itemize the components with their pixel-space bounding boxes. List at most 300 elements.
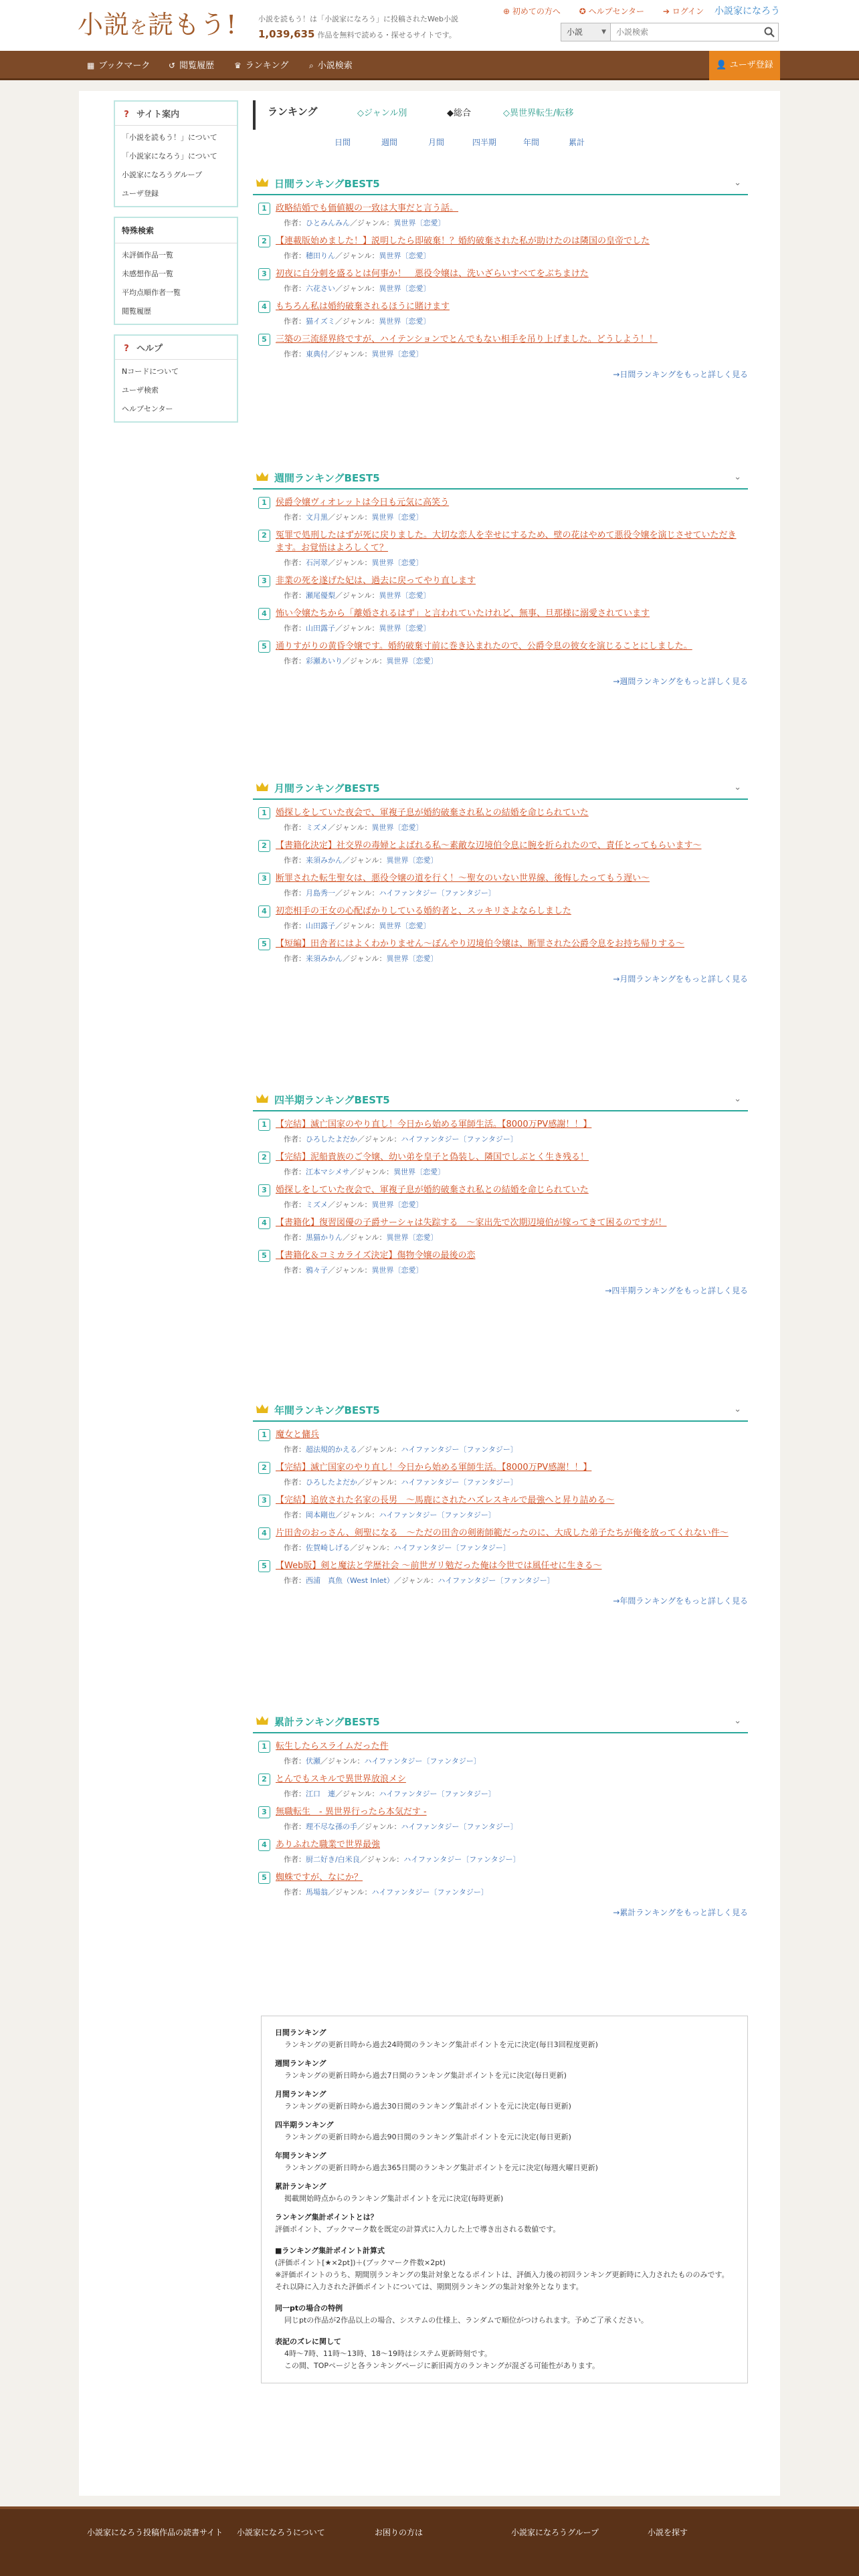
notes-list — [275, 2027, 734, 2205]
novel-title-link[interactable]: 断罪された転生聖女は、悪役令嬢の道を行く！～聖女のいない世界線、後悔したってもう遅い～ — [276, 873, 650, 883]
note-body: 4時〜7時、11時〜13時、18〜19時はシステム更新時刻です。 — [284, 2349, 492, 2358]
novel-title-link[interactable]: 怖い令嬢たちから「離婚されるはず」と言われていたけれど、無事、旦那様に溺愛されています — [276, 609, 650, 619]
nav-bookmark[interactable] — [87, 51, 150, 80]
genre-name[interactable]: 異世界〔恋愛〕 — [371, 513, 423, 522]
genre-name[interactable]: 異世界〔恋愛〕 — [371, 558, 423, 567]
main-nav — [0, 51, 859, 80]
sidebar-item-ncode[interactable]: Nコードについて — [122, 367, 179, 376]
novel-title-link[interactable]: とんでもスキルで異世界放浪メシ — [276, 1774, 406, 1784]
ranking-section — [253, 1709, 748, 1918]
genre-name[interactable]: 異世界〔恋愛〕 — [379, 591, 431, 600]
novel-title-link[interactable]: 侯爵令嬢ヴィオレットは今日も元気に高笑う — [276, 498, 450, 508]
genre-label: ／ジャンル： — [328, 513, 372, 522]
genre-label: ／ジャンル： — [335, 889, 379, 897]
note-body: それ以降に入力された評価ポイントについては、期間別ランキングの集計対象外となります。 — [275, 2282, 583, 2291]
genre-name[interactable]: ハイファンタジー〔ファンタジー〕 — [364, 1757, 481, 1765]
chevron-down-icon[interactable]: ⌄ — [734, 1716, 741, 1726]
author-label: 作者： — [284, 350, 306, 358]
question-icon: ? — [124, 344, 129, 354]
author-label: 作者： — [284, 1233, 306, 1242]
help-center-label: ヘルプセンター — [588, 7, 644, 16]
crown-icon — [256, 177, 269, 189]
rank-number: 3 — [258, 575, 270, 587]
genre-label: ／ジャンル： — [335, 624, 379, 633]
author-label: 作者： — [284, 1757, 306, 1765]
login-link[interactable]: ➔ ログイン — [662, 7, 704, 16]
genre-name[interactable]: 異世界〔恋愛〕 — [386, 954, 438, 963]
genre-label: ／ジャンル： — [343, 856, 387, 865]
section-header[interactable] — [253, 1709, 748, 1733]
novel-title-link[interactable]: 【短編】田舎者にはよくわかりません～ぼんやり辺境伯令嬢は、断罪された公爵令息をお持ち帰りする～ — [276, 939, 685, 949]
author-name[interactable]: ミズメ — [306, 1200, 328, 1209]
rank-number: 4 — [258, 608, 270, 620]
genre-name[interactable]: 異世界〔恋愛〕 — [386, 657, 438, 665]
author-label: 作者： — [284, 624, 306, 633]
novel-meta — [284, 953, 748, 964]
ranking-item — [258, 1461, 748, 1487]
chevron-down-icon[interactable]: ⌄ — [734, 472, 741, 482]
author-name[interactable]: 伏瀬 — [306, 1757, 320, 1765]
novel-title-link[interactable]: 通りすがりの黄昏令嬢です。婚約破棄寸前に巻き込まれたので、公爵令息の彼女を演じることにしました。 — [276, 641, 692, 651]
crown-icon — [256, 1715, 269, 1727]
genre-name[interactable]: ハイファンタジー〔ファンタジー〕 — [379, 1511, 496, 1519]
tab-quarterly[interactable]: 四半期 — [472, 138, 497, 147]
login-label: ログイン — [672, 7, 704, 16]
ranking-item — [258, 1806, 748, 1832]
author-label: 作者： — [284, 284, 306, 293]
novel-meta — [284, 1134, 748, 1144]
tab-cumulative[interactable]: 累計 — [569, 138, 585, 147]
author-name[interactable]: ミズメ — [306, 823, 328, 832]
novel-title-link[interactable]: 転生したらスライムだった件 — [276, 1741, 389, 1751]
beginner-link[interactable]: ⊕ 初めての方へ — [503, 7, 561, 16]
ranking-notes — [261, 2016, 748, 2383]
novel-title-link[interactable]: 【完結】滅亡国家のやり直し！今日から始める軍師生活。【8000万PV感謝！！】 — [276, 1463, 592, 1473]
logo-small: を — [130, 18, 149, 38]
register-button[interactable] — [709, 51, 780, 80]
author-name[interactable]: 鴉々子 — [306, 1266, 328, 1275]
genre-name[interactable]: ハイファンタジー〔ファンタジー〕 — [403, 1855, 520, 1864]
footer-link-reading-site[interactable]: 小説家になろう投稿作品の読書サイト — [87, 2528, 223, 2537]
novel-meta — [284, 1444, 748, 1455]
genre-label: ／ジャンル： — [328, 1266, 372, 1275]
chevron-down-icon[interactable]: ⌄ — [734, 1094, 741, 1104]
author-label: 作者： — [284, 1445, 306, 1454]
rank-number: 1 — [258, 1429, 270, 1441]
novel-title-link[interactable]: 【連載版始めました！】説明したら即破棄！？婚約破棄された私が助けたのは隣国の皇帝でした — [276, 236, 650, 246]
rank-number: 3 — [258, 1495, 270, 1507]
tab-genre[interactable]: ◇ジャンル別 — [357, 108, 407, 118]
genre-name[interactable]: 異世界〔恋愛〕 — [386, 1233, 438, 1242]
novel-meta — [284, 1887, 748, 1897]
note-body: ※評価ポイントのうち、期間別ランキングの集計対象となるポイントは、評価入力後の初回ランキング更新時に入力されたもののみです。 — [275, 2270, 729, 2279]
footer-link-group[interactable]: 小説家になろうグループ — [511, 2528, 599, 2537]
sidebar-item-help-center[interactable]: ヘルプセンター — [122, 405, 173, 413]
ranking-item — [258, 1494, 748, 1520]
genre-name[interactable]: 異世界〔恋愛〕 — [371, 350, 423, 358]
genre-name[interactable]: ハイファンタジー〔ファンタジー〕 — [401, 1135, 518, 1144]
author-name[interactable]: 理不尽な孫の手 — [306, 1822, 357, 1831]
novel-title-link[interactable]: 非業の死を遂げた妃は、過去に戻ってやり直します — [276, 576, 476, 586]
author-label: 作者： — [284, 591, 306, 600]
novel-meta — [284, 887, 748, 898]
author-label: 作者： — [284, 1200, 306, 1209]
ranking-item — [258, 1773, 748, 1799]
narou-mini-logo[interactable]: 小説家になろう — [714, 6, 780, 17]
more-ranking-link[interactable]: →週間ランキングをもっと詳しく見る — [613, 677, 748, 686]
sidebar-item-register[interactable]: ユーザ登録 — [122, 189, 159, 198]
section-header[interactable] — [253, 1398, 748, 1422]
sidebar-item-user-search[interactable]: ユーザ検索 — [122, 386, 159, 395]
novel-meta — [284, 283, 748, 294]
tab-isekai[interactable]: ◇異世界転生/転移 — [503, 108, 574, 118]
ranking-item — [258, 1871, 748, 1897]
more-ranking-link[interactable]: →累計ランキングをもっと詳しく見る — [613, 1908, 748, 1917]
user-icon: 👤 — [716, 60, 727, 70]
rank-number: 4 — [258, 1527, 270, 1539]
genre-label: ／ジャンル： — [328, 1888, 372, 1897]
bookmark-icon: ▦ — [87, 61, 95, 70]
genre-name[interactable]: 異世界〔恋愛〕 — [371, 1200, 423, 1209]
nav-search[interactable] — [309, 51, 353, 80]
tab-yearly[interactable]: 年間 — [523, 138, 540, 147]
author-name[interactable]: 黒猫かりん — [306, 1233, 343, 1242]
genre-name[interactable]: ハイファンタジー〔ファンタジー〕 — [379, 1790, 496, 1798]
note-heading: 週間ランキング — [275, 2059, 326, 2068]
section-title: 日間ランキングBEST5 — [274, 178, 380, 190]
author-name[interactable]: 江本マシメサ — [306, 1168, 350, 1176]
help-center-link[interactable]: ✪ ヘルプセンター — [579, 7, 644, 16]
author-name[interactable]: 江口 連 — [306, 1790, 335, 1798]
rank-number: 5 — [258, 1872, 270, 1884]
author-label: 作者： — [284, 657, 306, 665]
genre-label: ／ジャンル： — [335, 284, 379, 293]
novel-title-link[interactable]: 魔女と傭兵 — [276, 1430, 320, 1440]
novel-meta — [284, 1199, 748, 1210]
ranking-item — [258, 202, 748, 228]
sidebar-item-about-narou[interactable]: 「小説家になろう」について — [122, 152, 217, 160]
rank-number: 2 — [258, 1462, 270, 1474]
sidebar-item-history[interactable]: 閲覧履歴 — [122, 307, 151, 316]
author-label: 作者： — [284, 1168, 306, 1176]
note-entry — [275, 2150, 734, 2174]
nav-bookmark-label: ブックマーク — [98, 61, 151, 71]
author-name[interactable]: 来須みかん — [306, 856, 343, 865]
sidebar-item-group[interactable]: 小説家になろうグループ — [122, 171, 203, 179]
novel-title-link[interactable]: 【Web版】剣と魔法と学歴社会 ～前世ガリ勉だった俺は今世では風任せに生きる～ — [276, 1561, 602, 1571]
genre-label: ／ジャンル： — [335, 922, 379, 930]
genre-name[interactable]: 異世界〔恋愛〕 — [371, 823, 423, 832]
chevron-down-icon[interactable]: ⌄ — [734, 782, 741, 792]
author-label: 作者： — [284, 1543, 306, 1552]
genre-label: ／ジャンル： — [328, 350, 372, 358]
sidebar-item-about-yomou[interactable]: 「小説を読もう！」について — [122, 133, 217, 142]
author-label: 作者： — [284, 251, 306, 260]
section-header[interactable] — [253, 1087, 748, 1111]
site-guide-heading — [115, 102, 237, 126]
ranking-item — [258, 1428, 748, 1455]
logo-main: 小説 — [78, 10, 130, 39]
novel-title-link[interactable]: 冤罪で処刑したはずが死に戻りました。大切な恋人を幸せにするため、壁の花はやめて悪役令嬢を演じさせていただきます。お覚悟はよろしくて？ — [276, 530, 737, 553]
genre-name[interactable]: 異世界〔恋愛〕 — [379, 317, 431, 326]
novel-meta — [284, 1542, 748, 1553]
author-label: 作者： — [284, 317, 306, 326]
author-name[interactable]: 佐賀崎しげる — [306, 1543, 350, 1552]
question-icon: ? — [124, 110, 129, 120]
novel-meta — [284, 1788, 748, 1799]
genre-name[interactable]: ハイファンタジー〔ファンタジー〕 — [379, 889, 496, 897]
rank-number: 4 — [258, 1839, 270, 1851]
footer-link-about-narou[interactable]: 小説家になろうについて — [237, 2528, 325, 2537]
ranking-section — [253, 171, 748, 380]
author-name[interactable]: 彩瀬あいり — [306, 657, 343, 665]
novel-title-link[interactable]: 【完結】追放された名家の長男 ～馬鹿にされたハズレスキルで最強へと昇り詰める～ — [276, 1495, 615, 1505]
novel-title-link[interactable]: 初夜に自分刺を盛るとは何事か！ 悪役令嬢は、洗いざらいすべてをぶちまけた — [276, 269, 589, 279]
genre-name[interactable]: 異世界〔恋愛〕 — [379, 624, 431, 633]
more-ranking-link[interactable]: →四半期ランキングをもっと詳しく見る — [605, 1286, 748, 1295]
help-title: ヘルプ — [136, 344, 163, 354]
genre-name[interactable]: 異世界〔恋愛〕 — [379, 284, 431, 293]
ranking-item — [258, 574, 748, 601]
author-name[interactable]: 月島秀一 — [306, 889, 335, 897]
section-title: 週間ランキングBEST5 — [274, 472, 380, 484]
author-label: 作者： — [284, 1135, 306, 1144]
ranking-section — [253, 1398, 748, 1606]
nav-history[interactable] — [169, 51, 214, 80]
rank-number: 5 — [258, 641, 270, 653]
ranking-section — [253, 776, 748, 984]
author-name[interactable]: 山田露子 — [306, 922, 335, 930]
novel-meta — [284, 1265, 748, 1275]
search-icon[interactable] — [763, 26, 775, 38]
note-entry — [275, 2181, 734, 2205]
chevron-down-icon[interactable]: ⌄ — [734, 178, 741, 188]
ranking-item — [258, 607, 748, 633]
site-header — [0, 0, 859, 51]
novel-title-link[interactable]: 片田舎のおっさん、剣聖になる ～ただの田舎の剣術師範だったのに、大成した弟子たちが俺を放ってくれない件～ — [276, 1528, 729, 1538]
genre-name[interactable]: ハイファンタジー〔ファンタジー〕 — [401, 1478, 518, 1487]
novel-title-link[interactable]: 無職転生 - 異世界行ったら本気だす - — [276, 1807, 427, 1817]
author-label: 作者： — [284, 219, 306, 227]
novel-meta — [284, 920, 748, 931]
genre-label: ／ジャンル： — [350, 1543, 394, 1552]
rank-number: 1 — [258, 1119, 270, 1131]
genre-label: ／ジャンル： — [359, 1855, 404, 1864]
ranking-item — [258, 300, 748, 326]
author-label: 作者： — [284, 1266, 306, 1275]
genre-name[interactable]: 異世界〔恋愛〕 — [393, 219, 446, 227]
rank-number: 3 — [258, 268, 270, 280]
author-name[interactable]: ひろしたよだか — [306, 1135, 357, 1144]
genre-label: ／ジャンル： — [320, 1757, 365, 1765]
novel-meta — [284, 557, 748, 568]
novel-title-link[interactable]: ありふれた職業で世界最強 — [276, 1840, 381, 1850]
more-ranking-link[interactable]: →年間ランキングをもっと詳しく見る — [613, 1596, 748, 1606]
author-name[interactable]: 馬場翁 — [306, 1888, 328, 1897]
count-suffix: 作品を無料で読める・探せるサイトです。 — [317, 31, 456, 39]
tab-weekly[interactable]: 週間 — [381, 138, 398, 147]
author-name[interactable]: 超法規的かえる — [306, 1445, 357, 1454]
top-links — [503, 5, 720, 17]
note-heading: ■ランキング集計ポイント計算式 — [275, 2246, 385, 2255]
section-title: 累計ランキングBEST5 — [274, 1716, 380, 1728]
author-name[interactable]: 穂田りん — [306, 251, 335, 260]
author-name[interactable]: 東典付 — [306, 350, 328, 358]
tagline: 小説を読もう！は「小説家になろう」に投稿されたWeb小説 — [258, 15, 458, 23]
ranking-item — [258, 872, 748, 898]
footer-link-search[interactable]: 小説を探す — [648, 2528, 688, 2537]
genre-name[interactable]: ハイファンタジー〔ファンタジー〕 — [371, 1888, 488, 1897]
author-name[interactable]: ひとみんみん — [306, 219, 350, 227]
sidebar-item-unrated[interactable]: 未評価作品一覧 — [122, 251, 173, 259]
genre-name[interactable]: 異世界〔恋愛〕 — [379, 251, 431, 260]
rank-number: 1 — [258, 203, 270, 215]
tab-daily[interactable]: 日間 — [335, 138, 351, 147]
period-tabs — [253, 132, 748, 156]
novel-meta — [284, 855, 748, 865]
author-label: 作者： — [284, 1478, 306, 1487]
author-name[interactable]: 西浦 真魚（West Inlet） — [306, 1576, 394, 1585]
register-label: ユーザ登録 — [729, 60, 773, 70]
novel-meta — [284, 1755, 748, 1766]
ranking-item — [258, 1118, 748, 1144]
author-name[interactable]: 岡本剛也 — [306, 1511, 335, 1519]
note-body: ランキングの更新日時から過去24時間のランキング集計ポイントを元に決定(毎日3回程度更新) — [284, 2040, 598, 2049]
search-icon: ⌕ — [309, 61, 314, 70]
ranking-item — [258, 1249, 748, 1275]
ranking-item — [258, 839, 748, 865]
novel-title-link[interactable]: 【完結】滅亡国家のやり直し！今日から始める軍師生活。【8000万PV感謝！！】 — [276, 1119, 592, 1130]
logo-end: 読もう! — [148, 10, 237, 39]
author-name[interactable]: 厨二好き/白米良 — [306, 1855, 360, 1864]
genre-name[interactable]: 異世界〔恋愛〕 — [386, 856, 438, 865]
author-label: 作者： — [284, 1576, 306, 1585]
ranking-item — [258, 807, 748, 833]
rank-number: 5 — [258, 1560, 270, 1572]
genre-label: ／ジャンル： — [343, 1233, 387, 1242]
novel-title-link[interactable]: 初恋相手の王女の心配ばかりしている婚約者と、スッキリさよならしました — [276, 906, 571, 916]
more-ranking-link[interactable]: →月間ランキングをもっと詳しく見る — [613, 974, 748, 984]
genre-label: ／ジャンル： — [343, 657, 387, 665]
sidebar-item-no-review[interactable]: 未感想作品一覧 — [122, 270, 173, 278]
page-title: ランキング — [268, 106, 318, 118]
section-title: 年間ランキングBEST5 — [274, 1404, 380, 1416]
author-name[interactable]: 石河翠 — [306, 558, 328, 567]
author-name[interactable]: 猫イズミ — [306, 317, 335, 326]
novel-title-link[interactable]: もちろん私は婚約破棄されるほうに賭けます — [276, 302, 450, 312]
novel-title-link[interactable]: 婚探しをしていた夜会で、軍複子息が婚約破棄され私との結婚を命じられていた — [276, 808, 589, 818]
novel-title-link[interactable]: 【書籍化決定】社交界の毒婦とよばれる私～素敵な辺境伯令息に腕を折られたので、責任とってもらいます～ — [276, 841, 702, 851]
genre-label: ／ジャンル： — [335, 1790, 379, 1798]
rank-number: 1 — [258, 497, 270, 509]
genre-label: ／ジャンル： — [335, 317, 379, 326]
rank-number: 2 — [258, 1152, 270, 1164]
rank-number: 5 — [258, 1250, 270, 1262]
note-heading: 四半期ランキング — [275, 2121, 334, 2129]
search-input[interactable] — [616, 23, 750, 41]
search-type-select[interactable] — [561, 23, 611, 41]
novel-meta — [284, 217, 748, 228]
rank-number: 4 — [258, 1217, 270, 1229]
author-name[interactable]: 文月黒 — [306, 513, 328, 522]
genre-label: ／ジャンル： — [349, 1168, 394, 1176]
genre-label: ／ジャンル： — [357, 1445, 401, 1454]
crown-icon: ♛ — [234, 61, 242, 70]
author-name[interactable]: 来須みかん — [306, 954, 343, 963]
ranking-item — [258, 1838, 748, 1864]
site-logo[interactable] — [78, 9, 237, 43]
nav-ranking[interactable] — [234, 51, 288, 80]
novel-title-link[interactable]: 【書籍化】復習図優の子爵サーシャは失踪する ～家出先で次期辺境伯が嫁ってきて困るのですが！ — [276, 1218, 667, 1228]
sidebar-item-average-authors[interactable]: 平均点順作者一覧 — [122, 288, 181, 297]
novel-title-link[interactable]: 三築の三流経界終ですが、ハイテンションでとんでもない相手を吊り上げました。どうしよう！！ — [276, 334, 658, 344]
author-name[interactable]: 六花さい — [306, 284, 335, 293]
section-header[interactable] — [253, 776, 748, 800]
genre-label: ／ジャンル： — [335, 1511, 379, 1519]
ranking-item — [258, 1184, 748, 1210]
author-name[interactable]: ひろしたよだか — [306, 1478, 357, 1487]
rank-number: 4 — [258, 905, 270, 918]
work-count — [258, 28, 456, 40]
genre-name[interactable]: 異世界〔恋愛〕 — [393, 1168, 446, 1176]
author-name[interactable]: 瀬尾優梨 — [306, 591, 335, 600]
note-body: ランキングの更新日時から過去30日間のランキング集計ポイントを元に決定(毎日更新) — [284, 2102, 571, 2111]
novel-title-link[interactable]: 政略結婚でも価値観の一致は大事だと言う話。 — [276, 203, 459, 213]
ranking-item — [258, 1151, 748, 1177]
genre-name[interactable]: ハイファンタジー〔ファンタジー〕 — [401, 1445, 518, 1454]
note-body: ランキングの更新日時から過去7日間のランキング集計ポイントを元に決定(毎日更新) — [284, 2071, 567, 2080]
ranking-item — [258, 640, 748, 666]
genre-name[interactable]: 異世界〔恋愛〕 — [371, 1266, 423, 1275]
more-ranking-link[interactable]: →日間ランキングをもっと詳しく見る — [613, 370, 748, 379]
novel-meta — [284, 250, 748, 261]
ranking-item — [258, 1740, 748, 1766]
chevron-down-icon[interactable]: ⌄ — [734, 1404, 741, 1414]
genre-label: ／ジャンル： — [350, 219, 394, 227]
genre-name[interactable]: ハイファンタジー〔ファンタジー〕 — [393, 1543, 510, 1552]
help-heading — [115, 336, 237, 360]
author-label: 作者： — [284, 922, 306, 930]
novel-title-link[interactable]: 婚探しをしていた夜会で、軍複子息が婚約破棄され私との結婚を命じられていた — [276, 1185, 589, 1195]
novel-meta — [284, 1232, 748, 1243]
rank-number: 1 — [258, 1741, 270, 1753]
novel-title-link[interactable]: 蜘蛛ですが、なにか？ — [276, 1872, 363, 1883]
site-guide-title: サイト案内 — [136, 110, 180, 120]
tab-total[interactable]: ◆総合 — [447, 108, 471, 118]
footer-link-help[interactable]: お困りの方は — [375, 2528, 423, 2537]
genre-name[interactable]: ハイファンタジー〔ファンタジー〕 — [401, 1822, 518, 1831]
site-guide-box — [114, 100, 238, 207]
genre-name[interactable]: 異世界〔恋愛〕 — [379, 922, 431, 930]
tab-monthly[interactable]: 月間 — [428, 138, 445, 147]
ranking-item — [258, 267, 748, 294]
novel-title-link[interactable]: 【書籍化＆コミカライズ決定】傷物令嬢の最後の恋 — [276, 1251, 476, 1261]
section-header[interactable] — [253, 171, 748, 195]
crown-icon — [256, 1403, 269, 1415]
rank-number: 3 — [258, 1806, 270, 1818]
genre-label: ／ジャンル： — [328, 558, 372, 567]
author-name[interactable]: 山田露子 — [306, 624, 335, 633]
section-header[interactable] — [253, 465, 748, 490]
genre-name[interactable]: ハイファンタジー〔ファンタジー〕 — [438, 1576, 555, 1585]
nav-history-label: 閲覧履歴 — [179, 61, 215, 71]
rank-number: 5 — [258, 334, 270, 346]
rank-number: 2 — [258, 530, 270, 542]
note-body: ランキングの更新日時から過去365日間のランキング集計ポイントを元に決定(毎週火曜日更新) — [284, 2163, 598, 2172]
ranking-tabs — [253, 100, 748, 130]
novel-meta — [284, 348, 748, 359]
novel-title-link[interactable]: 【完結】泥船貴族のご令嬢、幼い弟を皇子と偽装し、隣国でしぶとく生き残る！ — [276, 1152, 589, 1162]
